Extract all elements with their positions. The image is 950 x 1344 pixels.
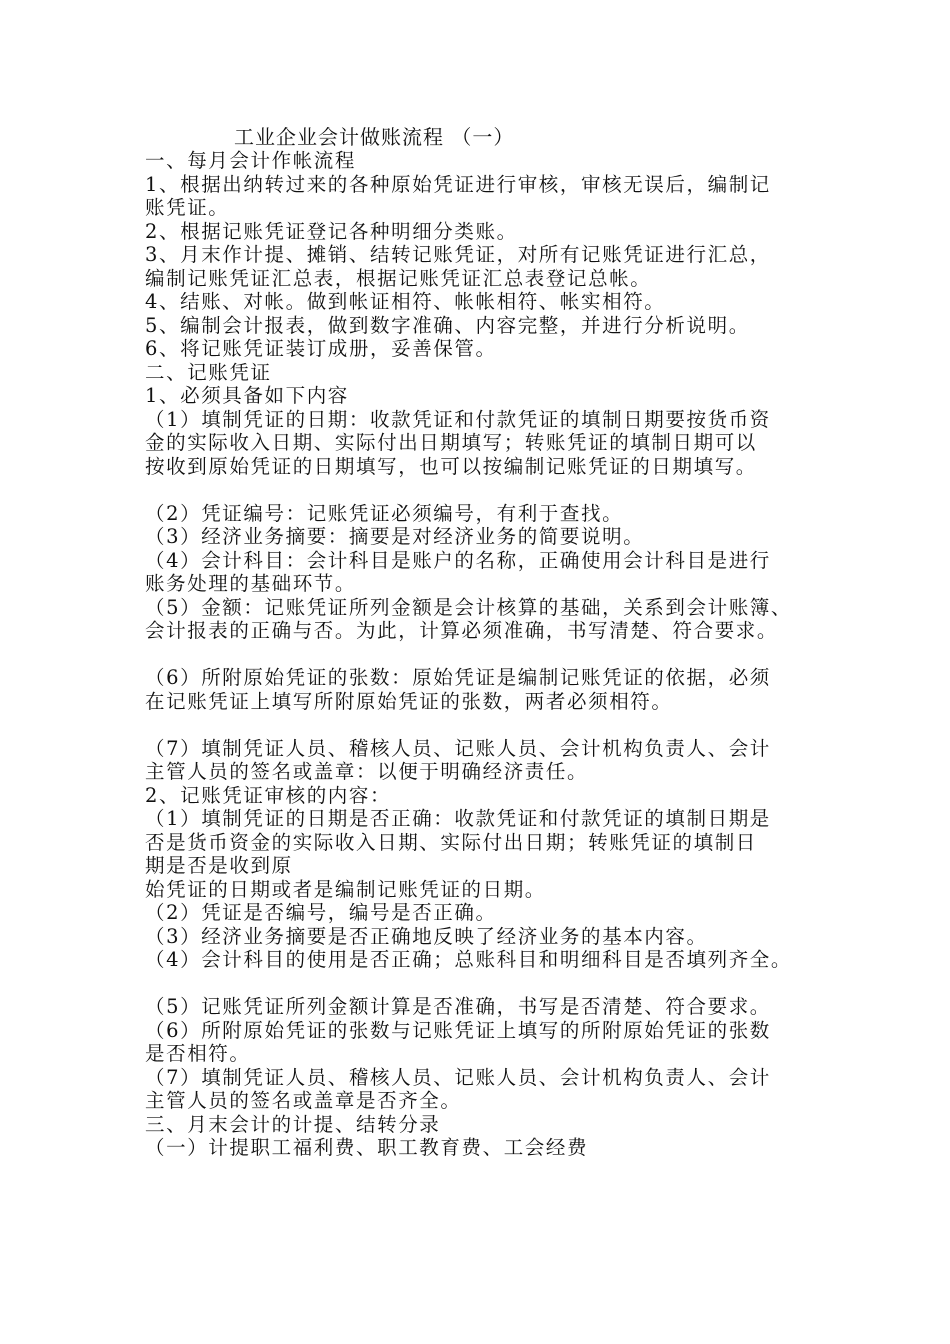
text-line: 3、月末作计提、摊销、结转记账凭证，对所有记账凭证进行汇总，: [145, 243, 771, 266]
text-line: 账凭证。: [145, 196, 230, 219]
text-line: 1、必须具备如下内容: [145, 384, 349, 407]
text-line: 账务处理的基础环节。: [145, 572, 357, 595]
text-line: 一、每月会计作帐流程: [145, 149, 357, 172]
blank-line: [145, 478, 825, 502]
text-line: （7）填制凭证人员、稽核人员、记账人员、会计机构负责人、会计: [145, 1065, 771, 1089]
text-line: 金的实际收入日期、实际付出日期填写；转账凭证的填制日期可以: [145, 431, 757, 454]
text-line: 主管人员的签名或盖章：以便于明确经济责任。: [145, 760, 589, 783]
document-body: [145, 149, 825, 1160]
text-line: （4）会计科目的使用是否正确；总账科目和明细科目是否填列齐全。: [145, 948, 793, 971]
blank-line: [145, 972, 825, 996]
text-line: （3）经济业务摘要是否正确地反映了经济业务的基本内容。: [145, 924, 708, 948]
text-line: 主管人员的签名或盖章是否齐全。: [145, 1089, 462, 1112]
blank-line: [145, 643, 825, 667]
text-line: 2、记账凭证审核的内容：: [145, 783, 392, 807]
text-line: （5）金额：记账凭证所列金额是会计核算的基础，关系到会计账簿、: [145, 595, 793, 619]
text-line: 是否相符。: [145, 1042, 251, 1065]
text-line: （1）填制凭证的日期是否正确：收款凭证和付款凭证的填制日期是: [145, 807, 771, 830]
text-line: 2、根据记账凭证登记各种明细分类账。: [145, 219, 518, 243]
text-line: （6）所附原始凭证的张数：原始凭证是编制记账凭证的依据，必须: [145, 666, 771, 689]
text-line: （5）记账凭证所列金额计算是否准确，书写是否清楚、符合要求。: [145, 995, 771, 1018]
text-line: 1、根据出纳转过来的各种原始凭证进行审核，审核无误后，编制记: [145, 172, 771, 196]
text-line: 否是货币资金的实际收入日期、实际付出日期；转账凭证的填制日: [145, 830, 757, 854]
text-line: 4、结账、对帐。做到帐证相符、帐帐相符、帐实相符。: [145, 290, 666, 313]
text-line: （2）凭证是否编号，编号是否正确。: [145, 901, 497, 924]
text-line: （4）会计科目：会计科目是账户的名称，正确使用会计科目是进行: [145, 548, 771, 572]
text-line: 期是否是收到原: [145, 854, 293, 877]
text-line: 会计报表的正确与否。为此，计算必须准确，书写清楚、符合要求。: [145, 619, 779, 642]
blank-line: [145, 713, 825, 737]
text-line: （2）凭证编号：记账凭证必须编号，有利于查找。: [145, 501, 624, 525]
text-line: 始凭证的日期或者是编制记账凭证的日期。: [145, 877, 546, 901]
text-line: 编制记账凭证汇总表，根据记账凭证汇总表登记总帐。: [145, 266, 652, 290]
text-line: （7）填制凭证人员、稽核人员、记账人员、会计机构负责人、会计: [145, 736, 771, 760]
text-line: 按收到原始凭证的日期填写，也可以按编制记账凭证的日期填写。: [145, 454, 757, 478]
text-line: （3）经济业务摘要：摘要是对经济业务的简要说明。: [145, 525, 645, 548]
text-line: 在记账凭证上填写所附原始凭证的张数，两者必须相符。: [145, 689, 673, 713]
document-title: 工业企业会计做账流程 （一）: [234, 125, 515, 149]
text-line: （1）填制凭证的日期：收款凭证和付款凭证的填制日期要按货币资: [145, 407, 771, 431]
text-line: 三、月末会计的计提、结转分录: [145, 1112, 441, 1136]
text-line: （一）计提职工福利费、职工教育费、工会经费: [145, 1136, 589, 1159]
text-line: 二、记账凭证: [145, 360, 272, 384]
text-line: （6）所附原始凭证的张数与记账凭证上填写的所附原始凭证的张数: [145, 1018, 771, 1042]
text-line: 6、将记账凭证装订成册，妥善保管。: [145, 337, 497, 360]
text-line: 5、编制会计报表，做到数字准确、内容完整，并进行分析说明。: [145, 313, 750, 337]
